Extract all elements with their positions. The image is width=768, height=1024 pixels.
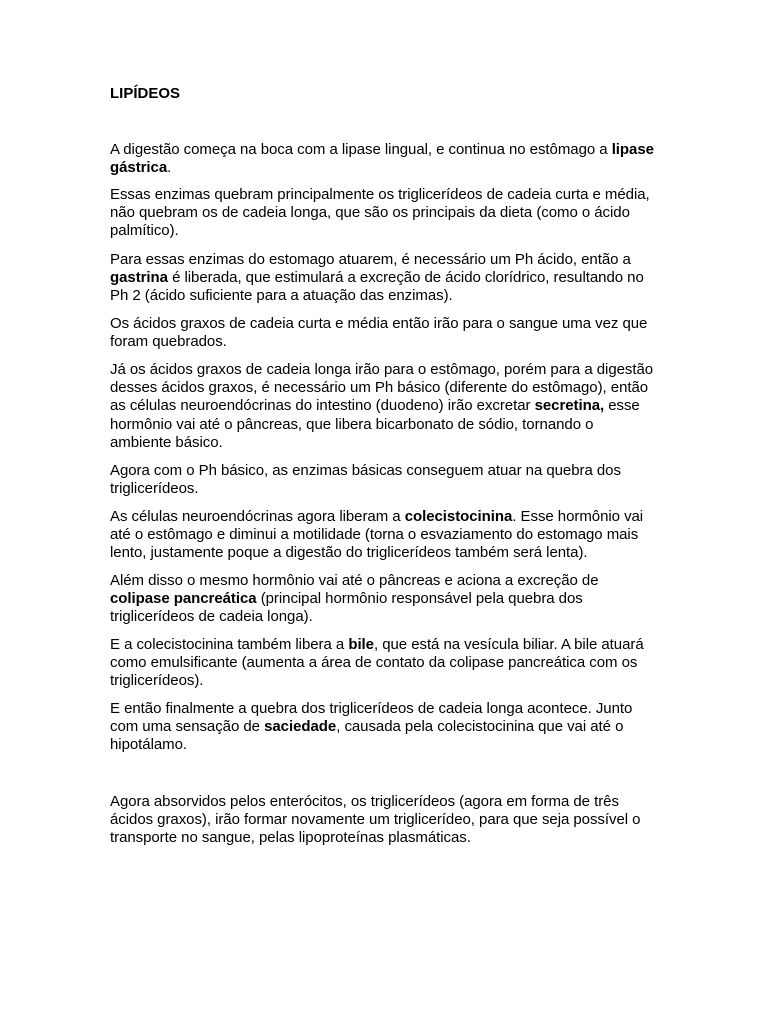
text-run: Agora com o Ph básico, as enzimas básicas conseguem atuar na quebra dos triglicerídeos. — [110, 462, 621, 498]
text-run: E a colecistocinina também libera a — [110, 636, 349, 653]
text-run: Para essas enzimas do estomago atuarem, é necessário um Ph ácido, então a — [110, 251, 631, 268]
text-run: . Esse hormônio vai até o estômago e diminui a motilidade (torna o esvaziamento do estomago mais lento, justamente poque a digestão do triglicerídeos também será lenta). — [110, 508, 644, 562]
paragraph-10 — [110, 700, 658, 755]
text-run: (principal hormônio responsável pela quebra dos triglicerídeos de cadeia longa). — [110, 590, 583, 626]
text-run: é liberada, que estimulará a excreção de ácido clorídrico, resultando no Ph 2 (ácido suficiente para a atuação das enzimas). — [110, 269, 644, 305]
paragraph-3 — [110, 251, 658, 306]
paragraph-9 — [110, 636, 658, 691]
text-run: Além disso o mesmo hormônio vai até o pâncreas e aciona a excreção de — [110, 572, 599, 589]
paragraph-5 — [110, 361, 658, 452]
text-run: As células neuroendócrinas agora liberam a — [110, 508, 405, 525]
document-title: LIPÍDEOS — [110, 85, 181, 102]
text-run: esse hormônio vai até o pâncreas, que libera bicarbonato de sódio, tornando o ambiente básico. — [110, 397, 640, 451]
text-run: Agora absorvidos pelos enterócitos, os triglicerídeos (agora em forma de três ácidos graxos), irão formar novamente um triglicerídeo, para que seja possível o transporte no sangue, pelas lipoproteínas plasmáticas. — [110, 793, 641, 847]
bold-term: lipase gástrica — [110, 141, 654, 177]
text-run: Já os ácidos graxos de cadeia longa irão para o estômago, porém para a digestão desses ácidos graxos, é necessário um Ph básico (diferente do estômago), então as células neuroendócrinas do intestino (duodeno) irão excretar — [110, 361, 654, 415]
text-run: , causada pela colecistocinina que vai até o hipotálamo. — [110, 718, 624, 754]
paragraph-7 — [110, 508, 658, 563]
paragraph-8 — [110, 572, 658, 627]
bold-term: colipase pancreática — [110, 590, 257, 608]
text-run: , que está na vesícula biliar. A bile atuará como emulsificante (aumenta a área de contato da colipase pancreática com os triglicerídeos). — [110, 636, 644, 690]
text-run: . — [167, 159, 172, 177]
paragraph-2 — [110, 186, 658, 241]
text-run: A digestão começa na boca com a lipase lingual, e continua no estômago a — [110, 141, 612, 158]
bold-term: gastrina — [110, 269, 168, 287]
text-run: Os ácidos graxos de cadeia curta e média então irão para o sangue uma vez que foram quebrados. — [110, 315, 648, 351]
bold-term: saciedade — [264, 718, 337, 736]
text-run: Essas enzimas quebram principalmente os triglicerídeos de cadeia curta e média, não quebram os de cadeia longa, que são os principais da dieta (como o ácido palmítico). — [110, 186, 650, 240]
paragraph-4 — [110, 315, 658, 351]
paragraph-6 — [110, 462, 658, 498]
text-run: E então finalmente a quebra dos triglicerídeos de cadeia longa acontece. Junto com uma sensação de — [110, 700, 633, 736]
paragraph-1 — [110, 141, 658, 177]
paragraph-11 — [110, 793, 658, 848]
bold-term: colecistocinina — [404, 508, 513, 525]
bold-term: secretina, — [534, 397, 605, 415]
bold-term: bile — [348, 636, 374, 653]
